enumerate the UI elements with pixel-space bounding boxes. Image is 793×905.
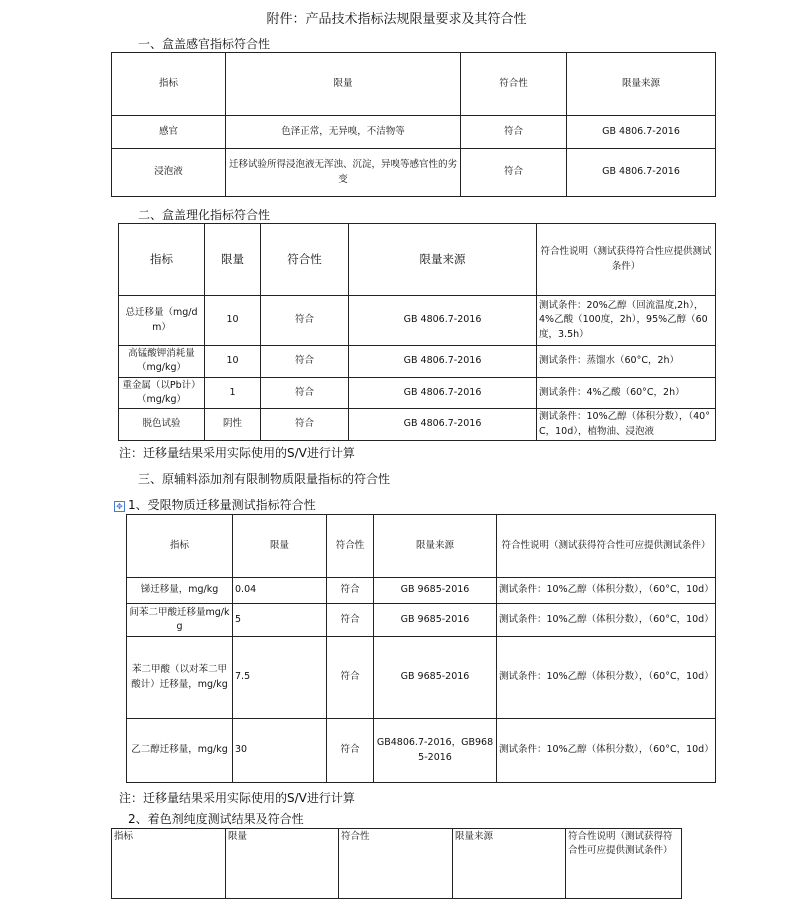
table-cell: GB 4806.7-2016: [349, 296, 537, 346]
section-3-note: 注：迁移量结果采用实际使用的S/V进行计算: [119, 791, 355, 805]
table-cell: 锑迁移量，mg/kg: [127, 578, 233, 604]
table-row: [119, 409, 716, 441]
table-cell: 0.04: [233, 578, 327, 604]
table-cell: 苯二甲酸（以对苯二甲酸计）迁移量，mg/kg: [127, 637, 233, 719]
section-4-heading: 2、着色剂纯度测试结果及符合性: [128, 812, 304, 826]
table-cell: 测试条件：蒸馏水（60°C，2h）: [537, 346, 716, 378]
table-cell: 符合: [461, 116, 567, 149]
table-cell: 7.5: [233, 637, 327, 719]
header-cell: 符合性: [339, 829, 453, 899]
section-3-subheading: 1、受限物质迁移量测试指标符合性: [128, 498, 316, 512]
table-cell: 测试条件：20%乙醇（回流温度,2h），4%乙酸（100度，2h），95%乙醇（60度，3.5h）: [537, 296, 716, 346]
header-cell: 限量: [233, 515, 327, 578]
header-cell: 符合性说明（测试获得符合性可应提供测试条件）: [497, 515, 716, 578]
header-cell: 限量来源: [349, 224, 537, 296]
table-cell: GB 9685-2016: [374, 578, 497, 604]
header-cell: 符合性说明（测试获得符合性可应提供测试条件）: [566, 829, 682, 899]
table-cell: 测试条件：10%乙醇（体积分数），（60°C，10d）: [497, 637, 716, 719]
table-cell: 1: [205, 377, 261, 409]
colorant-table: [111, 828, 682, 899]
table-row: [127, 637, 716, 719]
table-cell: 乙二醇迁移量，mg/kg: [127, 719, 233, 783]
section-2-note: 注：迁移量结果采用实际使用的S/V进行计算: [119, 446, 355, 460]
table-row: [112, 149, 716, 197]
table-row: [127, 578, 716, 604]
table-cell: 5: [233, 604, 327, 637]
table-cell: 测试条件：10%乙醇（体积分数），（60°C，10d）: [497, 604, 716, 637]
table-cell: GB 9685-2016: [374, 637, 497, 719]
header-cell: 符合性: [261, 224, 349, 296]
table-cell: 30: [233, 719, 327, 783]
table-row: [127, 719, 716, 783]
table-cell: 符合: [327, 578, 374, 604]
table-cell: 符合: [261, 377, 349, 409]
table-row: [119, 377, 716, 409]
header-cell: 指标: [112, 53, 226, 116]
header-cell: 限量: [205, 224, 261, 296]
table-cell: 符合: [461, 149, 567, 197]
table-cell: 测试条件：10%乙醇（体积分数），（60°C，10d）: [497, 578, 716, 604]
header-cell: 限量来源: [453, 829, 566, 899]
table-cell: 符合: [261, 346, 349, 378]
table-row: [127, 604, 716, 637]
section-3-heading: 三、原辅料添加剂有限制物质限量指标的符合性: [138, 472, 391, 486]
table-row: [112, 116, 716, 149]
table-cell: 脱色试验: [119, 409, 205, 441]
header-cell: 符合性: [327, 515, 374, 578]
header-cell: 指标: [119, 224, 205, 296]
table-cell: GB 4806.7-2016: [349, 409, 537, 441]
table-row: [119, 296, 716, 346]
table-cell: GB 4806.7-2016: [349, 346, 537, 378]
document-title: 附件：产品技术指标法规限量要求及其符合性: [266, 12, 527, 27]
table-cell: 测试条件：10%乙醇（体积分数），（40°C，10d），植物油、浸泡液: [537, 409, 716, 441]
header-cell: 限量来源: [567, 53, 716, 116]
header-cell: 限量: [226, 829, 339, 899]
table-cell: 感官: [112, 116, 226, 149]
table-cell: GB 4806.7-2016: [349, 377, 537, 409]
physchem-table: [118, 223, 716, 441]
move-handle-icon[interactable]: ✥: [114, 501, 125, 512]
table-cell: 色泽正常，无异嗅，不洁物等: [226, 116, 461, 149]
header-cell: 指标: [127, 515, 233, 578]
table-cell: GB 4806.7-2016: [567, 116, 716, 149]
table-cell: 迁移试验所得浸泡液无浑浊、沉淀，异嗅等感官性的劣变: [226, 149, 461, 197]
table-row: [119, 346, 716, 378]
table-cell: GB 4806.7-2016: [567, 149, 716, 197]
table-cell: 重金属（以Pb计）（mg/kg）: [119, 377, 205, 409]
table-cell: GB 9685-2016: [374, 604, 497, 637]
header-cell: 限量来源: [374, 515, 497, 578]
table-cell: GB4806.7-2016，GB9685-2016: [374, 719, 497, 783]
sensory-table: [111, 52, 716, 197]
table-cell: 总迁移量（mg/dm）: [119, 296, 205, 346]
table-cell: 符合: [327, 637, 374, 719]
table-cell: 测试条件：4%乙酸（60°C，2h）: [537, 377, 716, 409]
table-cell: 测试条件：10%乙醇（体积分数），（60°C，10d）: [497, 719, 716, 783]
table-cell: 高锰酸钾消耗量（mg/kg）: [119, 346, 205, 378]
header-cell: 限量: [226, 53, 461, 116]
table-cell: 10: [205, 346, 261, 378]
table-cell: 10: [205, 296, 261, 346]
table-cell: 符合: [327, 604, 374, 637]
table-cell: 符合: [261, 296, 349, 346]
table-cell: 阴性: [205, 409, 261, 441]
section-1-heading: 一、盒盖感官指标符合性: [138, 37, 271, 51]
table-cell: 浸泡液: [112, 149, 226, 197]
header-cell: 指标: [112, 829, 226, 899]
section-2-heading: 二、盒盖理化指标符合性: [138, 208, 271, 222]
header-cell: 符合性: [461, 53, 567, 116]
table-cell: 间苯二甲酸迁移量mg/kg: [127, 604, 233, 637]
table-cell: 符合: [261, 409, 349, 441]
migration-table: [126, 514, 716, 783]
header-cell: 符合性说明（测试获得符合性应提供测试条件）: [537, 224, 716, 296]
table-cell: 符合: [327, 719, 374, 783]
